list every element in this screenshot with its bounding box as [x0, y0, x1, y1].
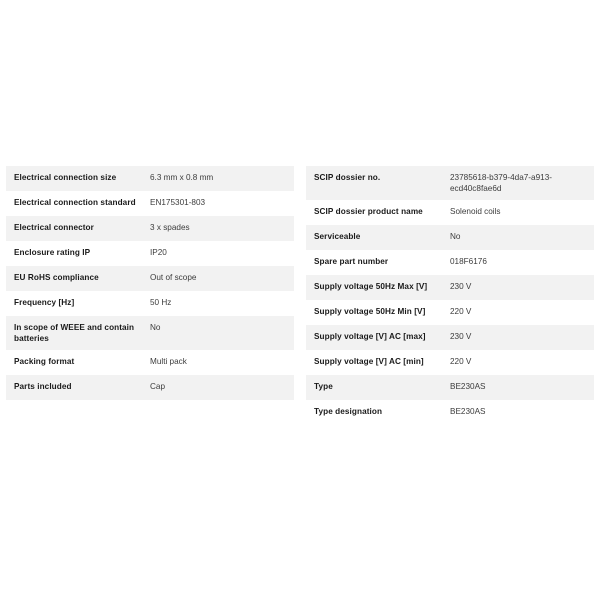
spec-value: 230 V	[450, 332, 472, 342]
spec-value: Solenoid coils	[450, 207, 501, 217]
table-row	[306, 225, 594, 250]
table-row	[6, 266, 294, 291]
spec-value: Out of scope	[150, 273, 197, 282]
specification-table	[6, 166, 594, 425]
spec-column-left	[6, 166, 294, 425]
spec-label: Supply voltage [V] AC [max]	[314, 332, 426, 342]
table-row	[6, 166, 294, 191]
table-row	[306, 166, 594, 200]
spec-value: IP20	[150, 248, 167, 257]
spec-label: Supply voltage 50Hz Min [V]	[314, 307, 426, 317]
table-row	[306, 325, 594, 350]
spec-label: Supply voltage [V] AC [min]	[314, 357, 424, 367]
spec-value: 220 V	[450, 307, 472, 317]
spec-label: Electrical connection size	[14, 173, 117, 182]
table-row	[6, 216, 294, 241]
table-row	[6, 375, 294, 400]
spec-value: BE230AS	[450, 407, 486, 417]
spec-label: Frequency [Hz]	[14, 298, 75, 307]
spec-value: Multi pack	[150, 357, 187, 367]
spec-label: Type designation	[314, 407, 383, 417]
spec-value: 6.3 mm x 0.8 mm	[150, 173, 214, 182]
table-row	[6, 350, 294, 375]
table-row	[306, 200, 594, 225]
table-row	[6, 241, 294, 266]
spec-label: Packing format	[14, 357, 75, 367]
table-row	[6, 291, 294, 316]
table-row	[6, 191, 294, 216]
table-row	[306, 250, 594, 275]
spec-label: Enclosure rating IP	[14, 248, 91, 257]
spec-label: SCIP dossier product name	[314, 207, 423, 217]
spec-label: Electrical connector	[14, 223, 94, 232]
spec-label: Type	[314, 382, 333, 392]
spec-value: 230 V	[450, 282, 472, 292]
spec-label: Electrical connection standard	[14, 198, 136, 207]
table-row	[306, 375, 594, 400]
spec-value: EN175301-803	[150, 198, 206, 207]
spec-value: Cap	[150, 382, 166, 392]
table-row	[306, 300, 594, 325]
spec-value: 220 V	[450, 357, 472, 367]
spec-value: No	[150, 323, 161, 332]
spec-label: SCIP dossier no.	[314, 173, 381, 182]
table-row	[306, 275, 594, 300]
spec-value: 50 Hz	[150, 298, 172, 307]
spec-value: 018F6176	[450, 257, 487, 267]
table-row	[6, 316, 294, 350]
spec-value: No	[450, 232, 461, 242]
spec-label: EU RoHS compliance	[14, 273, 99, 282]
spec-label: Supply voltage 50Hz Max [V]	[314, 282, 428, 292]
spec-column-right	[306, 166, 594, 425]
spec-value: 3 x spades	[150, 223, 190, 232]
spec-label: Serviceable	[314, 232, 361, 242]
table-row	[306, 400, 594, 425]
spec-label: In scope of WEEE and contain batteries	[14, 323, 135, 344]
spec-value: BE230AS	[450, 382, 486, 392]
spec-label: Spare part number	[314, 257, 389, 267]
table-row	[306, 350, 594, 375]
spec-value: 23785618-b379-4da7-a913-ecd40c8fae6d	[450, 173, 552, 194]
spec-label: Parts included	[14, 382, 72, 392]
